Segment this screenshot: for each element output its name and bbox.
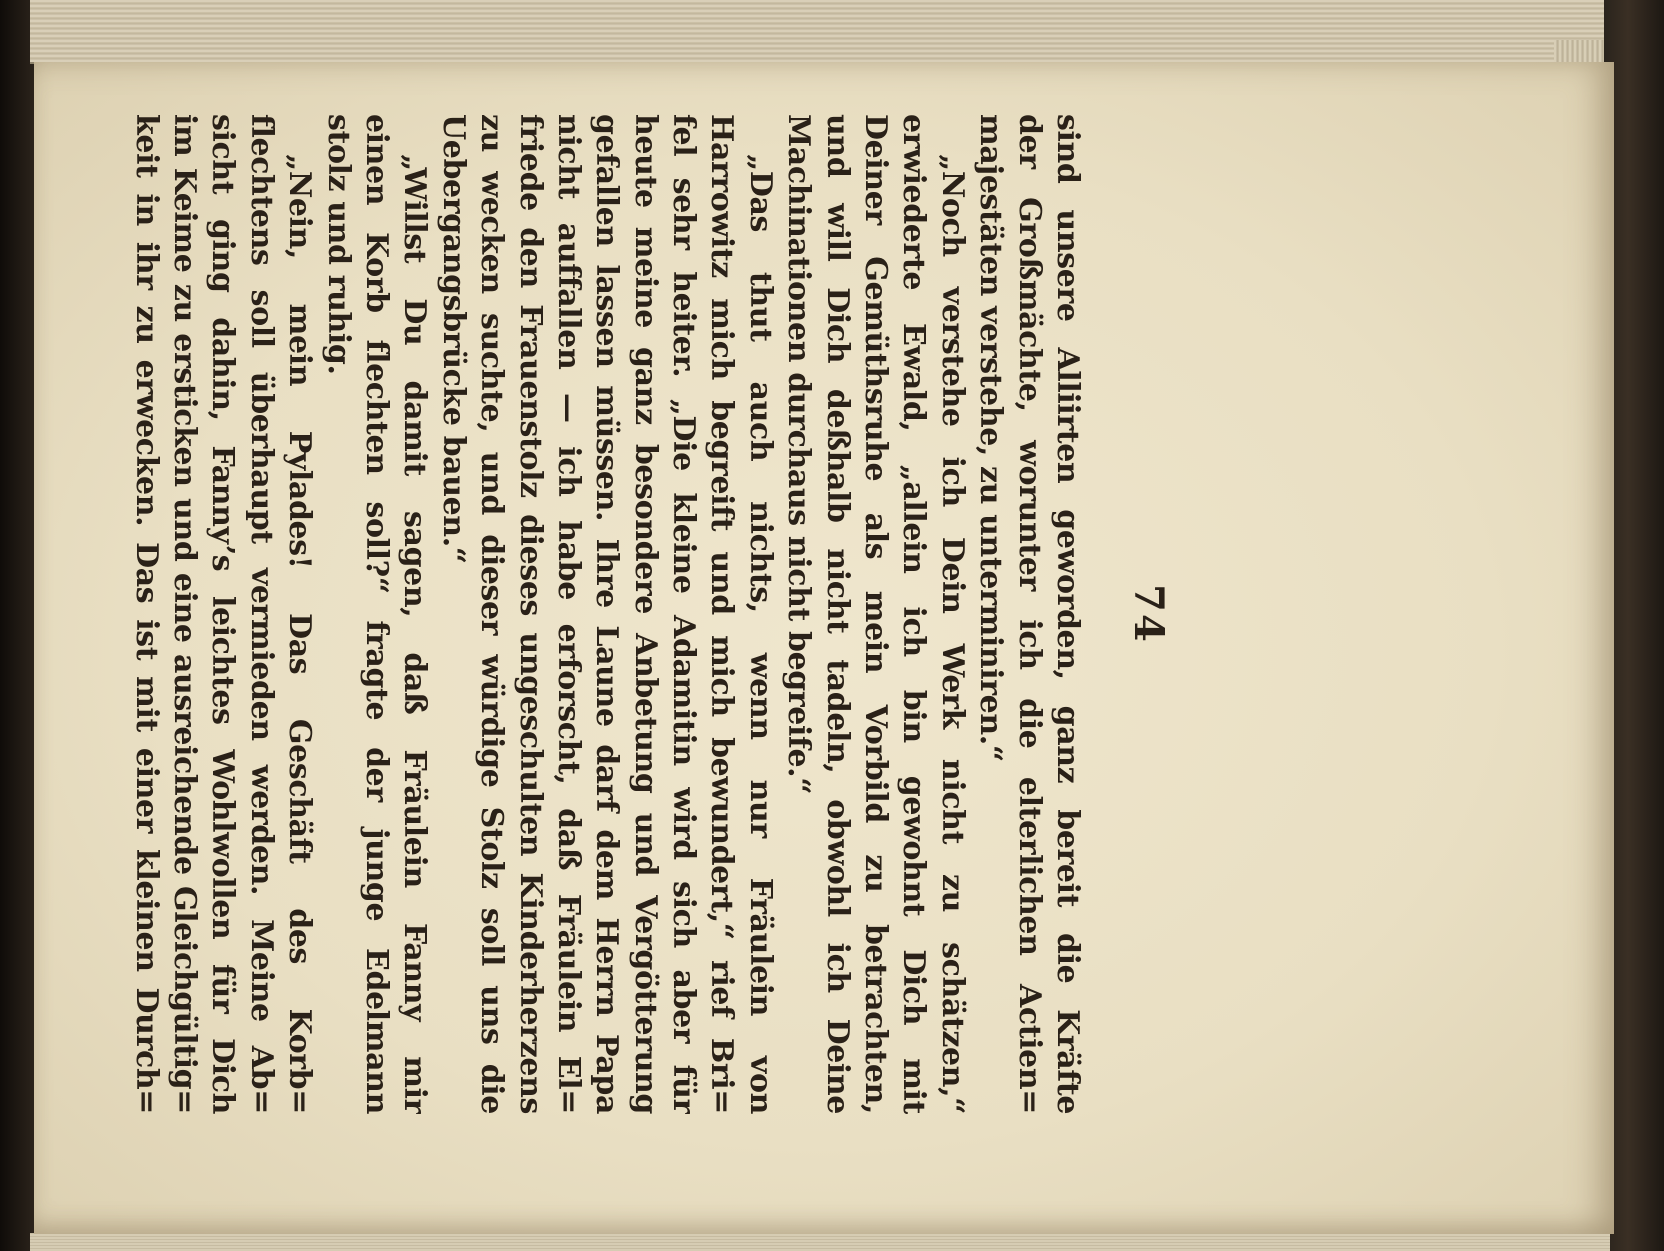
text-line: „Das thut auch nichts, wenn nur Fräulein von xyxy=(742,154,778,1114)
text-line: flechtens soll überhaupt vermieden werden. Meine Ab= xyxy=(243,114,279,1114)
text-line: „Willst Du damit sagen, daß Fräulein Fanny mir xyxy=(397,154,433,1114)
text-line: einen Korb flechten soll?“ fragte der junge Edelmann xyxy=(358,114,394,1114)
text-line: heute meine ganz besondere Anbetung und Vergötterung xyxy=(627,114,663,1114)
text-line: stolz und ruhig. xyxy=(320,114,356,375)
text-line: erwiederte Ewald, „allein ich bin gewohnt Dich mit xyxy=(896,114,932,1114)
text-line: fel sehr heiter. „Die kleine Adamitin wird sich aber für xyxy=(666,114,702,1114)
text-line: „Noch verstehe ich Dein Werk nicht zu schätzen,“ xyxy=(934,154,970,1114)
book-page-edges-top xyxy=(30,0,1630,64)
page-number: 74 xyxy=(1125,584,1172,644)
text-line: friede den Frauenstolz dieses ungeschulten Kinderherzens xyxy=(512,114,548,1114)
text-line: majestäten verstehe, zu unterminiren.“ xyxy=(973,114,1009,762)
text-line: sicht ging dahin, Fanny’s leichtes Wohlwollen für Dich xyxy=(205,114,241,1114)
text-line: der Großmächte, worunter ich die elterlichen Actien= xyxy=(1011,114,1047,1114)
text-line: Deiner Gemüthsruhe als mein Vorbild zu betrachten, xyxy=(858,114,894,1114)
book-cover-left xyxy=(0,0,34,1251)
page-text-block xyxy=(128,114,1172,1114)
text-line: Uebergangsbrücke bauen.“ xyxy=(435,114,471,564)
book-page-edges-bottom xyxy=(30,1233,1610,1251)
text-line: gefallen lassen müssen. Ihre Laune darf dem Herrn Papa xyxy=(589,114,625,1114)
text-line: „Nein, mein Pylades! Das Geschäft des Korb= xyxy=(282,154,318,1114)
text-line: im Keime zu ersticken und eine ausreichende Gleichgültig= xyxy=(167,114,203,1114)
text-line: und will Dich deßhalb nicht tadeln, obwohl ich Deine xyxy=(819,114,855,1114)
text-line: nicht auffallen — ich habe erforscht, daß Fräulein El= xyxy=(550,114,586,1114)
text-line: sind unsere Alliirten geworden, ganz bereit die Kräfte xyxy=(1050,114,1085,1114)
text-line: zu wecken suchte, und dieser würdige Stolz soll uns die xyxy=(474,114,510,1114)
text-line: Machinationen durchaus nicht begreife.“ xyxy=(781,114,817,795)
text-line: Harrowitz mich begreift und mich bewundert,“ rief Bri= xyxy=(704,114,740,1114)
text-line: keit in ihr zu erwecken. Das ist mit einer kleinen Durch= xyxy=(128,114,164,1114)
text-lines xyxy=(126,114,1086,1114)
